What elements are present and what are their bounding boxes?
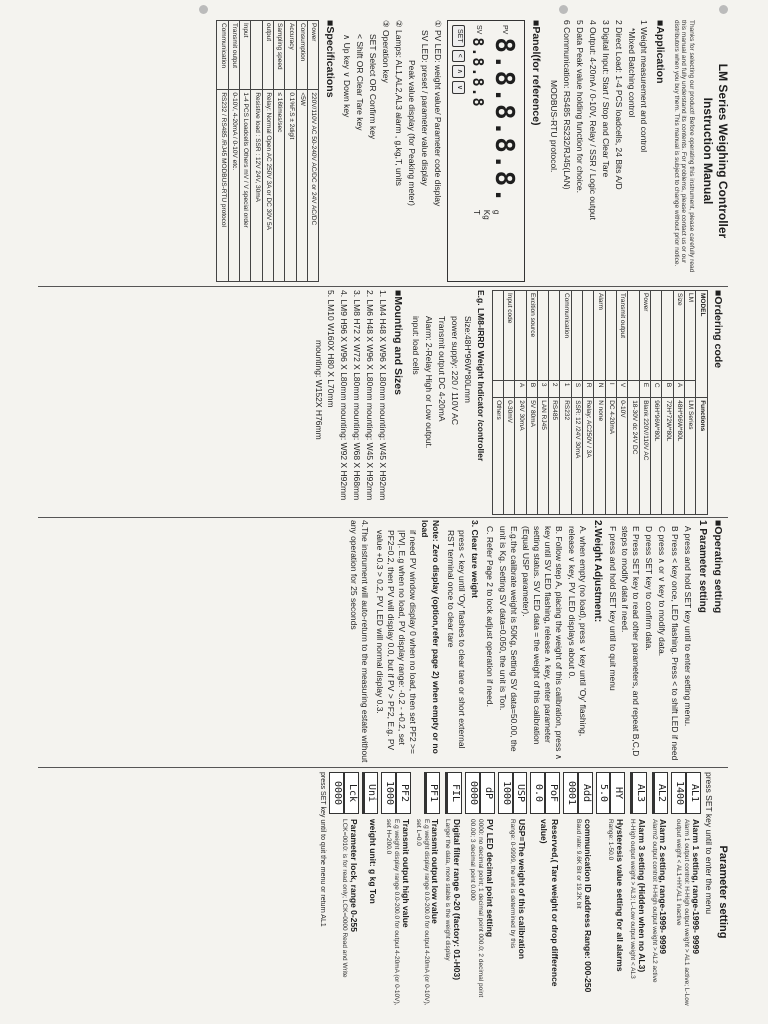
parameter-code: FIL [447, 772, 462, 814]
parameter-detail: Range: 1-50.0 [607, 819, 615, 861]
parameter-code: Lck [344, 772, 359, 814]
order-code [628, 380, 639, 397]
column-divider [38, 517, 728, 518]
mounting-item: 2. LM6 H48 X W96 X L80mm mounting: W45 X H92mm [365, 290, 376, 501]
column-divider [38, 767, 728, 768]
weight-step: B. Follow step A, placing the weight of this calibration, press ∧ key until SV LED flashing, release ∧ key, enter parameter setting status. SV LED data = the weight of this calibration (Equal USP parameter). [521, 526, 565, 760]
application-item: 4 Output: 4-20mA / 0-10V, Relay / SSR / Logic output [587, 20, 598, 221]
application-list [548, 20, 649, 282]
order-code: 2 [549, 380, 560, 397]
parameter-title: Parameter lock, range 0-255 [348, 819, 359, 932]
order-category [605, 291, 616, 381]
spec-label: Input [239, 21, 250, 90]
parameter-code-box [652, 772, 669, 814]
order-function: DC 4-20mA [605, 398, 616, 515]
order-function: 72H*72W*80L [662, 398, 673, 515]
application-item: 5 Data Peak value holding function for choice. [575, 20, 586, 193]
parameter-description [538, 819, 560, 1012]
panel-note: SV LED: preset / parameter value display [419, 30, 430, 186]
unit-kg: Kg [481, 209, 491, 220]
spec-row [262, 21, 273, 282]
order-category: Transmit output [617, 291, 628, 381]
application-item: *Mixed Batching control [626, 28, 637, 118]
order-code: I [605, 380, 616, 397]
parameter-code: PF1 [426, 772, 441, 814]
spec-value: 0.1%F.S ± 2digit [285, 90, 296, 282]
weight-step: C. Refer Page 2 to lock adjust operation if need. [484, 526, 495, 707]
order-category [515, 291, 526, 381]
parameter-description [468, 819, 494, 1012]
parameter-description [574, 819, 593, 1012]
up-key[interactable]: ∧ [452, 65, 465, 78]
parameter-code-box [563, 772, 593, 814]
spec-label: output [262, 21, 273, 90]
parameter-value: 0000 [465, 772, 480, 814]
example-line: power supply: 220 / 110V AC [449, 316, 460, 425]
order-function: Relay: AC250V / 3A [583, 398, 594, 515]
order-function: 24V 30mA [515, 398, 526, 515]
parameter-item [414, 772, 440, 1012]
parameter-title: Transmit output low value [430, 819, 441, 924]
order-row [549, 291, 560, 515]
order-code: 1 [560, 380, 571, 397]
parameter-item [465, 772, 495, 1012]
parameter-description [368, 819, 379, 1012]
order-code: N [594, 380, 605, 397]
panel-note: ③ Operation key [381, 20, 392, 83]
order-category: Excition source [526, 291, 537, 381]
parameter-title: weight unit: g kg Ton [368, 819, 379, 904]
spec-row [296, 21, 307, 282]
example-line: Alarm: 2-Relay High or Low output. [424, 316, 435, 449]
parameter-title: Hysteresis value setting for all alarms [615, 819, 626, 972]
application-item: MODBUS-RTU protocol. [549, 80, 560, 173]
panel-note: ② Lamps: AL1,AL2,AL3 alarm , g,kg,T, units [393, 20, 404, 186]
mounting-item: 3. LM8 H72 X W72 X L80mm mounting: W68 X H68mm [352, 290, 363, 501]
parameter-value [424, 772, 426, 814]
spec-row [217, 21, 228, 282]
weight-adjustment-heading: 2.Weight Adjustment: [591, 520, 603, 623]
order-row [662, 291, 673, 515]
parameter-value [630, 772, 632, 814]
spec-label: Transmit output [228, 21, 239, 90]
mounting-heading: ■ Mounting and Sizes [391, 290, 404, 515]
parameter-intro: press SET key until to enter the menu [703, 772, 714, 915]
parameter-value: 5.0 [596, 772, 611, 814]
application-item: 3 Digital Input: Start / Stop and Clear Tare [600, 20, 611, 178]
order-function: LM Series [684, 398, 695, 515]
parameter-code-box [596, 772, 626, 814]
parameter-value [362, 772, 364, 814]
spec-value: ≤ 16times/sec [273, 90, 284, 282]
order-code: V [617, 380, 628, 397]
order-row [617, 291, 628, 515]
operating-step: D press SET key to confirm data. [644, 526, 655, 651]
mounting-item: 4. LM9 H96 X W96 X L80mm mounting: W92 X H92mm [339, 290, 350, 501]
spec-value: Relay: Normal Open AC 250V 3A or DC 30V 5A [262, 90, 273, 282]
order-function: 5V 80mA [526, 398, 537, 515]
panel-note: Peak value display (for Peaking meter) [406, 60, 417, 206]
parameter-value: 0001 [563, 772, 578, 814]
parameter-code: AL2 [654, 772, 669, 814]
parameter-code: HY [610, 772, 625, 814]
parameter-description [650, 819, 669, 1012]
spec-value: Resistive load : SSR : 12V 24V, 30mA [251, 90, 262, 282]
parameter-title: Alarm 2 setting, range-1999- 9999 [658, 819, 669, 955]
order-code: S [571, 380, 582, 397]
set-key[interactable]: SET [452, 25, 465, 47]
functions-header: Functions [696, 398, 707, 515]
parameter-description [443, 819, 462, 1012]
panel-note: ① PV LED: weight value/ Parameter code display [432, 20, 443, 207]
parameter-title: PV LED decimal point setting [484, 819, 495, 938]
parameter-footer: press SET key until to quit the menu or return AL1 [319, 772, 327, 927]
order-code [684, 380, 695, 397]
parameter-item [329, 772, 359, 1012]
specifications-heading: ■ Specifications [322, 20, 335, 282]
punch-hole [559, 5, 568, 14]
order-row [583, 291, 594, 515]
spec-label: Consumption [296, 21, 307, 90]
title-line-1: LM Series Weighing Controller [716, 63, 730, 239]
parameter-title: Reserved,( Tare weight or drop difference value) [539, 819, 560, 987]
order-category [583, 291, 594, 381]
parameter-code-box [381, 772, 411, 814]
spec-value: 220V/110V AC 50-240V AC/DC or 24V AC/DC [307, 90, 318, 282]
parameter-code-box [465, 772, 495, 814]
order-row [639, 291, 650, 515]
shift-key[interactable]: < [452, 50, 465, 62]
spec-row [273, 21, 284, 282]
operating-step: B Press < key once, LED flashing. Press < to shift LED if need [669, 526, 680, 761]
ordering-panel [40, 290, 730, 515]
order-code: A [673, 380, 684, 397]
parameter-code: PF2 [396, 772, 411, 814]
order-code: 3 [537, 380, 548, 397]
order-function: Others [492, 398, 503, 515]
intro-panel [40, 20, 730, 282]
parameter-detail: LCK=0010: is for read only; LCK=0000 Read and Write [340, 819, 348, 978]
parameter-description [628, 819, 647, 1012]
parameter-title: Digital filter range 0-20 (factory: 01-H03) [452, 819, 463, 981]
unit-g: g [492, 209, 502, 215]
lcd-display [447, 20, 525, 282]
ordering-table [492, 290, 708, 515]
panel-notes [342, 20, 443, 282]
model-header: MODEL [696, 291, 707, 398]
order-code: R [583, 380, 594, 397]
spec-value: 0-10V, 4-20mA / 0-10V etc. [228, 90, 239, 282]
parameter-value: 1000 [381, 772, 396, 814]
panel-heading: ■ Panel(for reference) [529, 20, 542, 282]
parameter-code-box [671, 772, 701, 814]
spec-label: Sampling speed [273, 21, 284, 90]
key-row [452, 25, 465, 204]
spec-row [285, 21, 296, 282]
order-row [651, 291, 662, 515]
application-heading: ■ Application [652, 20, 665, 282]
ordering-heading: ■ Ordering code [711, 290, 724, 515]
order-function: 0-30mV [503, 398, 514, 515]
param-setting-heading: 1 Parameter setting [696, 520, 708, 613]
parameter-description [606, 819, 625, 1012]
spec-row [239, 21, 250, 282]
order-function: 96H*96W*80L [651, 398, 662, 515]
parameter-title: Alarm 1 setting, range-1999- 9999 [691, 819, 702, 955]
application-item: 6 Communication: RS485 RS232/RJ45(LAN) [562, 20, 573, 190]
order-code: C [651, 380, 662, 397]
order-category [549, 291, 560, 381]
order-function: 48H*96W*80L [673, 398, 684, 515]
parameter-code: Uni [364, 772, 379, 814]
order-row [492, 291, 503, 515]
parameter-description [675, 819, 701, 1012]
order-row [673, 291, 684, 515]
order-function: N none [594, 398, 605, 515]
order-row [560, 291, 571, 515]
example-line: input: load cells [411, 316, 422, 375]
parameter-value: 1400 [671, 772, 686, 814]
punch-hole [719, 5, 728, 14]
parameter-value [652, 772, 654, 814]
notice: Thanks for selecting our product! Before operating this instrument, please carefully read this manual and fully understand its contents. For problems, please contact us or our distributors when you buy them. This manual is subject to change without prior notice. [672, 20, 696, 273]
order-code [503, 380, 514, 397]
spec-label [251, 21, 262, 90]
mounting-item: 1. LM4 H48 X W96 X L80mm mounting: W45 X H92mm [377, 290, 388, 501]
weight-step: E.g.the calibrate weight is 50Kg, Setting SV data=50.00, the unit is Kg. Setting SV data=0.050, the unit is Ton. [497, 526, 519, 752]
panel-note: ∧ Up key ∨ Down key [342, 34, 353, 118]
parameter-title: Transmit output high value [401, 819, 411, 928]
title-line-2: Instruction Manual [700, 97, 715, 205]
application-item: 2 Direct Load: 1-4 PCS loadcells, 24 Bits A/D [613, 20, 624, 190]
parameter-code-box [362, 772, 379, 814]
order-function: 0-10V [617, 398, 628, 515]
parameter-title: communication ID address Range: 000-250 [582, 819, 593, 993]
parameter-code-box [445, 772, 462, 814]
operating-step: C press ∧ or ∨ key to modify data. [657, 526, 668, 657]
pv-label: PV [500, 25, 508, 35]
sv-label: SV [474, 25, 482, 35]
order-function: SSR: 12 /24V 30mA [571, 398, 582, 515]
auto-return-note: 4.The instrument will auto-return to the measuring estate without any operation for 25 seconds [349, 520, 371, 763]
order-function: Blank 220V/110V AC [639, 398, 650, 515]
parameter-code-box [630, 772, 647, 814]
zero-display-note: if need PV window display 0 when no load, then set PF2 >= |PV|. E.g when no load, PV display range: -0.2 - +0.2, set PF2=0.2, then PV will display 0.0, but if PV > PF2, E.g. PV value +0.3 > 0.2, PV LED will normal display 0.3. [374, 530, 418, 754]
order-code [492, 380, 503, 397]
parameter-item [443, 772, 462, 1012]
parameter-code: AL1 [686, 772, 701, 814]
parameter-detail: Alarm2 output control: H-High output weight > AL2 active [650, 819, 658, 983]
manual-title [699, 20, 730, 282]
operating-steps [607, 520, 693, 764]
specifications-table [216, 20, 319, 282]
order-category: Alarm [594, 291, 605, 381]
order-category [628, 291, 639, 381]
parameter-item [628, 772, 647, 1012]
parameter-value [445, 772, 447, 814]
weight-step: A. when empty (no load), press ∨ key until 'Oy' flashing, release ∨ key, PV LED displays about 0. [566, 526, 588, 737]
order-category [662, 291, 673, 381]
spec-label: Power [307, 21, 318, 90]
pv-digits: 8.8.8.8.8. [489, 37, 520, 204]
order-row [684, 291, 695, 515]
order-row [537, 291, 548, 515]
order-row [628, 291, 639, 515]
column-divider [38, 286, 728, 287]
order-category [651, 291, 662, 381]
spec-row [228, 21, 239, 282]
parameter-code-box [498, 772, 528, 814]
spec-value: 1-4 PCS Loadcells Others mV / V special order [239, 90, 250, 282]
order-row [515, 291, 526, 515]
parameter-detail: E.g weight display range 0.0-200.0 for output 4-20mA (or 0-10V), set H=200.0 [385, 819, 401, 1006]
operating-step: F press and hold SET key until to quit menu [607, 526, 618, 691]
order-row [571, 291, 582, 515]
parameter-value: 0000 [329, 772, 344, 814]
parameter-item [671, 772, 701, 1012]
parameter-detail: Range: 0-9999, the unit is determined by this [509, 819, 517, 949]
order-category [537, 291, 548, 381]
spec-row [307, 21, 318, 282]
parameter-description [414, 819, 440, 1012]
order-category [571, 291, 582, 381]
parameter-item [596, 772, 626, 1012]
panel-note: < Shift OR Clear Tare key [355, 34, 366, 131]
order-row [503, 291, 514, 515]
panel-note: SET Select OR Confirm key [368, 34, 379, 140]
parameter-code: dP [480, 772, 495, 814]
parameter-code: Add [578, 772, 593, 814]
punch-hole [199, 5, 208, 14]
parameter-detail: 0000: no decimal point; 1 decimal point 000.0; 2 decimal point 00.00; 3 decimal point 0.000 [469, 819, 484, 998]
order-code: E [639, 380, 650, 397]
parameter-code-box [424, 772, 441, 814]
parameter-description [385, 819, 411, 1012]
parameter-value: 0.0 [530, 772, 545, 814]
spec-row [251, 21, 262, 282]
order-category: Input code [503, 291, 514, 381]
parameter-heading: Parameter setting [717, 845, 729, 939]
spec-label: Accuracy [285, 21, 296, 90]
example-line: Transmit output DC 4-20mA [437, 316, 447, 422]
parameter-description [509, 819, 528, 1012]
example-block [410, 290, 485, 515]
example-line: Size:48H*96W*80Lmm [462, 316, 473, 403]
order-category [492, 291, 503, 381]
spec-label: Communication [217, 21, 228, 90]
operating-step: A press and hold SET key until to enter setting menu. [682, 526, 693, 727]
parameter-title: Alarm 3 setting (Hidden when no AL3) [636, 819, 647, 973]
parameter-code: AL3 [632, 772, 647, 814]
unit-t: T [471, 209, 481, 215]
order-row [594, 291, 605, 515]
zero-display-note-heading: Note: Zero display (option,refer page 2) when empty or no load [420, 520, 442, 754]
parameter-code-box [530, 772, 560, 814]
order-row [605, 291, 616, 515]
parameter-list [329, 772, 701, 1012]
spec-value: <5W [296, 90, 307, 282]
parameter-code: PoF [545, 772, 560, 814]
mounting-item: 5. LM10 W160X H80 X L70mm [326, 290, 337, 408]
parameter-description [340, 819, 359, 1012]
order-category: Size [673, 291, 684, 381]
spec-value: RS232 / RS485 /RJ45 MODBUS-RTU protocol [217, 90, 228, 282]
order-row [526, 291, 537, 515]
unit-lamps [470, 210, 501, 220]
order-function: 18-30V dc 24V DC [628, 398, 639, 515]
example-line: E.g. LM8-IRRD Weight Indicator /controller [475, 290, 486, 462]
parameter-code-box [329, 772, 359, 814]
parameter-item [362, 772, 379, 1012]
parameter-item [563, 772, 593, 1012]
clear-tare-heading: 3. Clear tare weight [469, 520, 480, 598]
application-item: 1 Weight measurement and control [639, 20, 650, 153]
parameter-detail: Alarm 1 output control: H-High output weight > AL1 active; L-Low output weight < AL1+HY,AL1 inactive [675, 819, 691, 1006]
mounting-list [313, 290, 388, 515]
order-function: RS485 [549, 398, 560, 515]
order-category: Power [639, 291, 650, 381]
parameter-value: 1000 [498, 772, 513, 814]
parameter-item [650, 772, 669, 1012]
parameter-detail: Baud rate: 9.6K Bit or 19.2K bit [574, 819, 582, 909]
parameter-detail: Larger the data, more stable is the weight display [444, 819, 452, 961]
parameter-panel [40, 772, 730, 1012]
order-code: B [662, 380, 673, 397]
parameter-detail: E.g weight display range 0.0-200.0 for output 4-20mA (or 0-10V), set L=0.0 [414, 819, 430, 1006]
mounting-item: mounting: W152X H76mm [313, 340, 324, 440]
operating-step: E Press SET key to read other parameters, and repeat B,C,D steps to modify data if need. [620, 526, 642, 757]
parameter-detail: H-High output weight > AL3; L-Low output weight < AL3 [628, 819, 636, 979]
parameter-item [498, 772, 528, 1012]
order-function: RS232 [560, 398, 571, 515]
weight-steps [484, 520, 588, 764]
operating-heading: ■ Operating setting [711, 520, 724, 764]
parameter-item [530, 772, 560, 1012]
order-function: LAN RJ45 [537, 398, 548, 515]
order-code: A [515, 380, 526, 397]
order-category: Communication [560, 291, 571, 381]
parameter-item [381, 772, 411, 1012]
parameter-code: USP [513, 772, 528, 814]
order-code: B [526, 380, 537, 397]
order-category: LM [684, 291, 695, 381]
sv-digits: 8.8.8.8 [468, 37, 487, 108]
parameter-title: USP=The weight of this calibration [517, 819, 528, 960]
down-key[interactable]: ∨ [452, 81, 465, 94]
operating-panel [40, 520, 730, 764]
clear-tare-text: press < key until 'Oy' flashes to clear tare or short external RST terminal once to clear tare [446, 530, 468, 749]
